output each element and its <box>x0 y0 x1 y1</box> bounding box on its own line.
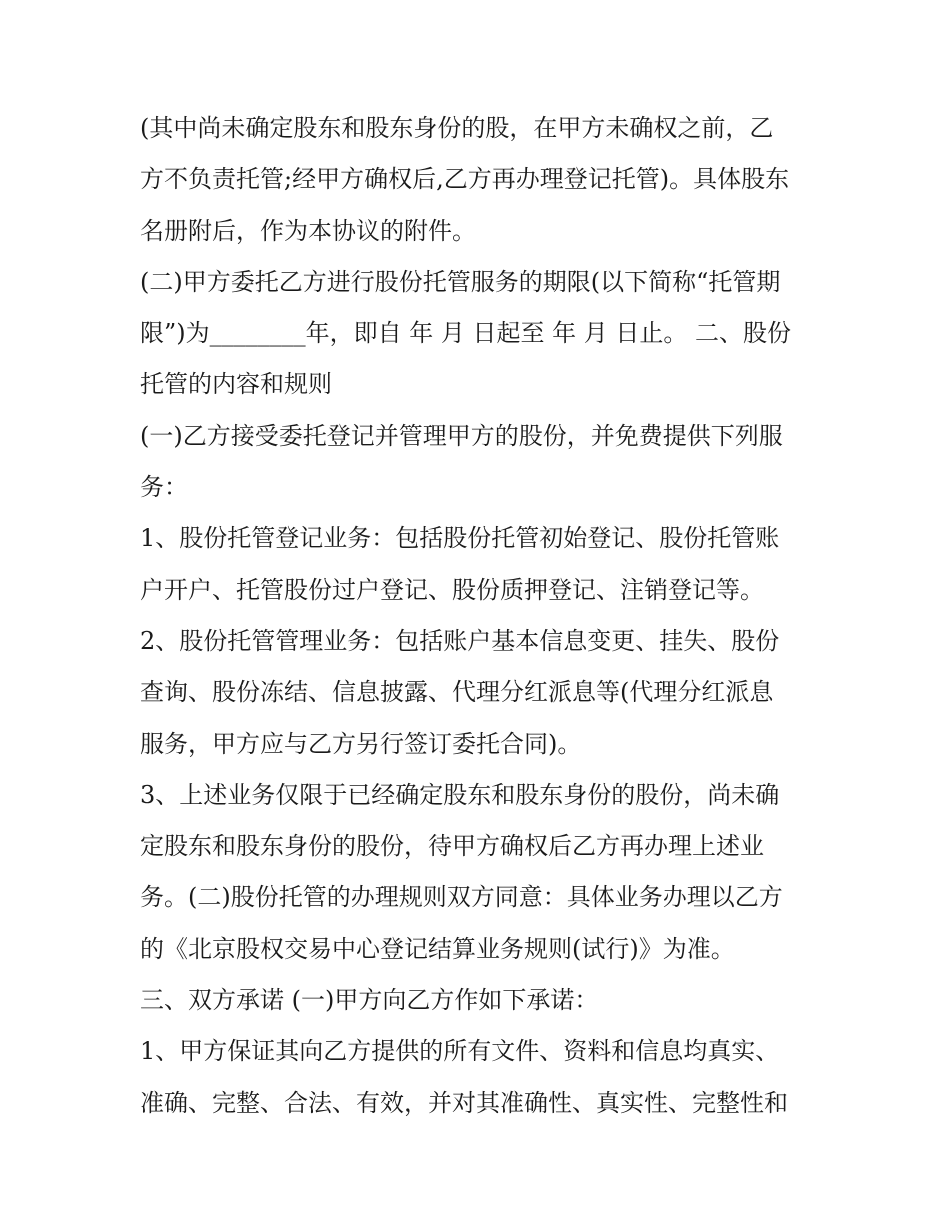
text-line: 的《北京股权交易中心登记结算业务规则(试行)》为准。 <box>140 934 735 963</box>
text-line: 准确、完整、合法、有效，并对其准确性、真实性、完整性和 <box>140 1088 788 1117</box>
text-line: (其中尚未确定股东和股东身份的股，在甲方未确权之前，乙 <box>140 114 774 142</box>
text-line: 3、上述业务仅限于已经确定股东和股东身份的股份，尚未确 <box>140 780 780 809</box>
text-line: 三、双方承诺 (一)甲方向乙方作如下承诺： <box>140 986 599 1015</box>
text-line: 1、甲方保证其向乙方提供的所有文件、资料和信息均真实、 <box>140 1037 780 1066</box>
text-line: 务： <box>140 473 188 502</box>
text-line: 服务，甲方应与乙方另行签订委托合同)。 <box>140 729 582 758</box>
text-line: (一)乙方接受委托登记并管理甲方的股份，并免费提供下列服 <box>140 421 783 450</box>
text-line: (二)甲方委托乙方进行股份托管服务的期限(以下简称“托管期 <box>140 267 781 296</box>
text-line: 方不负责托管;经甲方确权后,乙方再办理登记托管)。具体股东 <box>140 165 790 194</box>
text-line: 限”)为________年，即自 年 月 日起至 年 月 日止。 二、股份 <box>140 319 792 348</box>
text-line: 名册附后，作为本协议的附件。 <box>140 216 476 245</box>
text-line: 1、股份托管登记业务：包括股份托管初始登记、股份托管账 <box>140 524 780 553</box>
text-line: 托管的内容和规则 <box>140 370 332 399</box>
text-line: 户开户、托管股份过户登记、股份质押登记、注销登记等。 <box>140 575 764 604</box>
text-line: 查询、股份冻结、信息披露、代理分红派息等(代理分红派息 <box>140 678 774 707</box>
text-line: 定股东和股东身份的股份，待甲方确权后乙方再办理上述业 <box>140 832 764 861</box>
text-line: 务。(二)股份托管的办理规则双方同意：具体业务办理以乙方 <box>140 883 783 912</box>
text-line: 2、股份托管管理业务：包括账户基本信息变更、挂失、股份 <box>140 626 780 655</box>
document-body <box>140 103 820 1129</box>
